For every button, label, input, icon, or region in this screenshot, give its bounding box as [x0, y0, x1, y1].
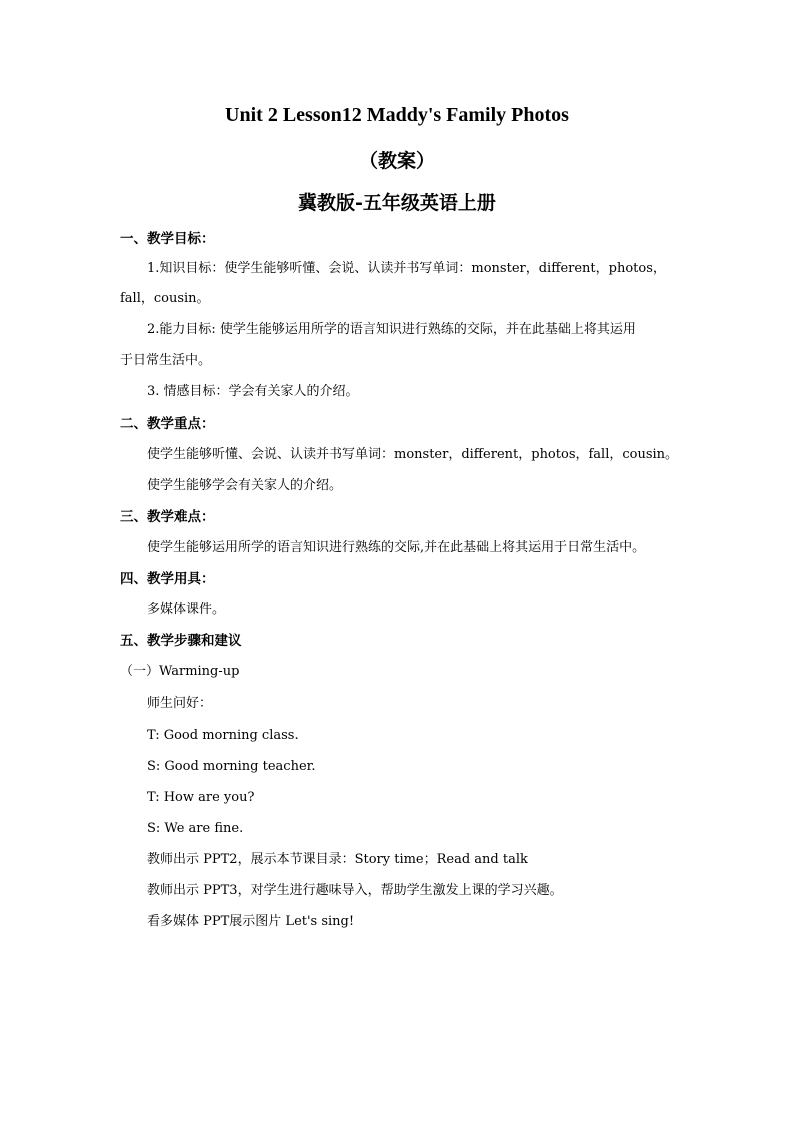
dialogue-line-3: T: How are you? [147, 790, 255, 805]
document-series: 冀教版-五年级英语上册 [298, 192, 496, 214]
sing-line: 看多媒体 PPT展示图片 Let's sing! [147, 914, 355, 929]
step-greeting: 师生问好： [147, 696, 213, 711]
section-heading-objectives: 一、教学目标： [120, 231, 215, 247]
document-subtitle: （教案） [358, 150, 435, 172]
objective-ability-cont: 于日常生活中。 [120, 353, 212, 368]
dialogue-line-1: T: Good morning class. [147, 728, 299, 743]
objective-emotion: 3. 情感目标：学会有关家人的介绍。 [147, 384, 359, 399]
section-heading-difficulties: 三、教学难点： [120, 509, 215, 525]
dialogue-line-4: S: We are fine. [147, 821, 244, 836]
objective-knowledge-cont: fall，cousin。 [120, 291, 210, 306]
key-point-2: 使学生能够学会有关家人的介绍。 [147, 478, 343, 493]
objective-knowledge: 1.知识目标：使学生能够听懂、会说、认读并书写单词：monster，different，photos， [147, 261, 666, 276]
step-warming-up: （一）Warming-up [120, 664, 240, 679]
section-heading-key-points: 二、教学重点： [120, 416, 215, 432]
difficulty-1: 使学生能够运用所学的语言知识进行熟练的交际,并在此基础上将其运用于日常生活中。 [147, 540, 646, 555]
dialogue-line-2: S: Good morning teacher. [147, 759, 316, 774]
objective-ability: 2.能力目标: 使学生能够运用所学的语言知识进行熟练的交际，并在此基础上将其运用 [147, 322, 636, 337]
section-heading-materials: 四、教学用具： [120, 571, 215, 587]
ppt2-line: 教师出示 PPT2，展示本节课目录：Story time；Read and talk [147, 852, 528, 867]
materials-1: 多媒体课件。 [147, 602, 226, 617]
section-heading-steps: 五、教学步骤和建议 [120, 633, 242, 649]
ppt3-line: 教师出示 PPT3，对学生进行趣味导入，帮助学生激发上课的学习兴趣。 [147, 883, 563, 898]
document-title: Unit 2 Lesson12 Maddy's Family Photos [225, 104, 569, 126]
key-point-1: 使学生能够听懂、会说、认读并书写单词：monster，different，photos，fall，cousin。 [147, 447, 679, 462]
